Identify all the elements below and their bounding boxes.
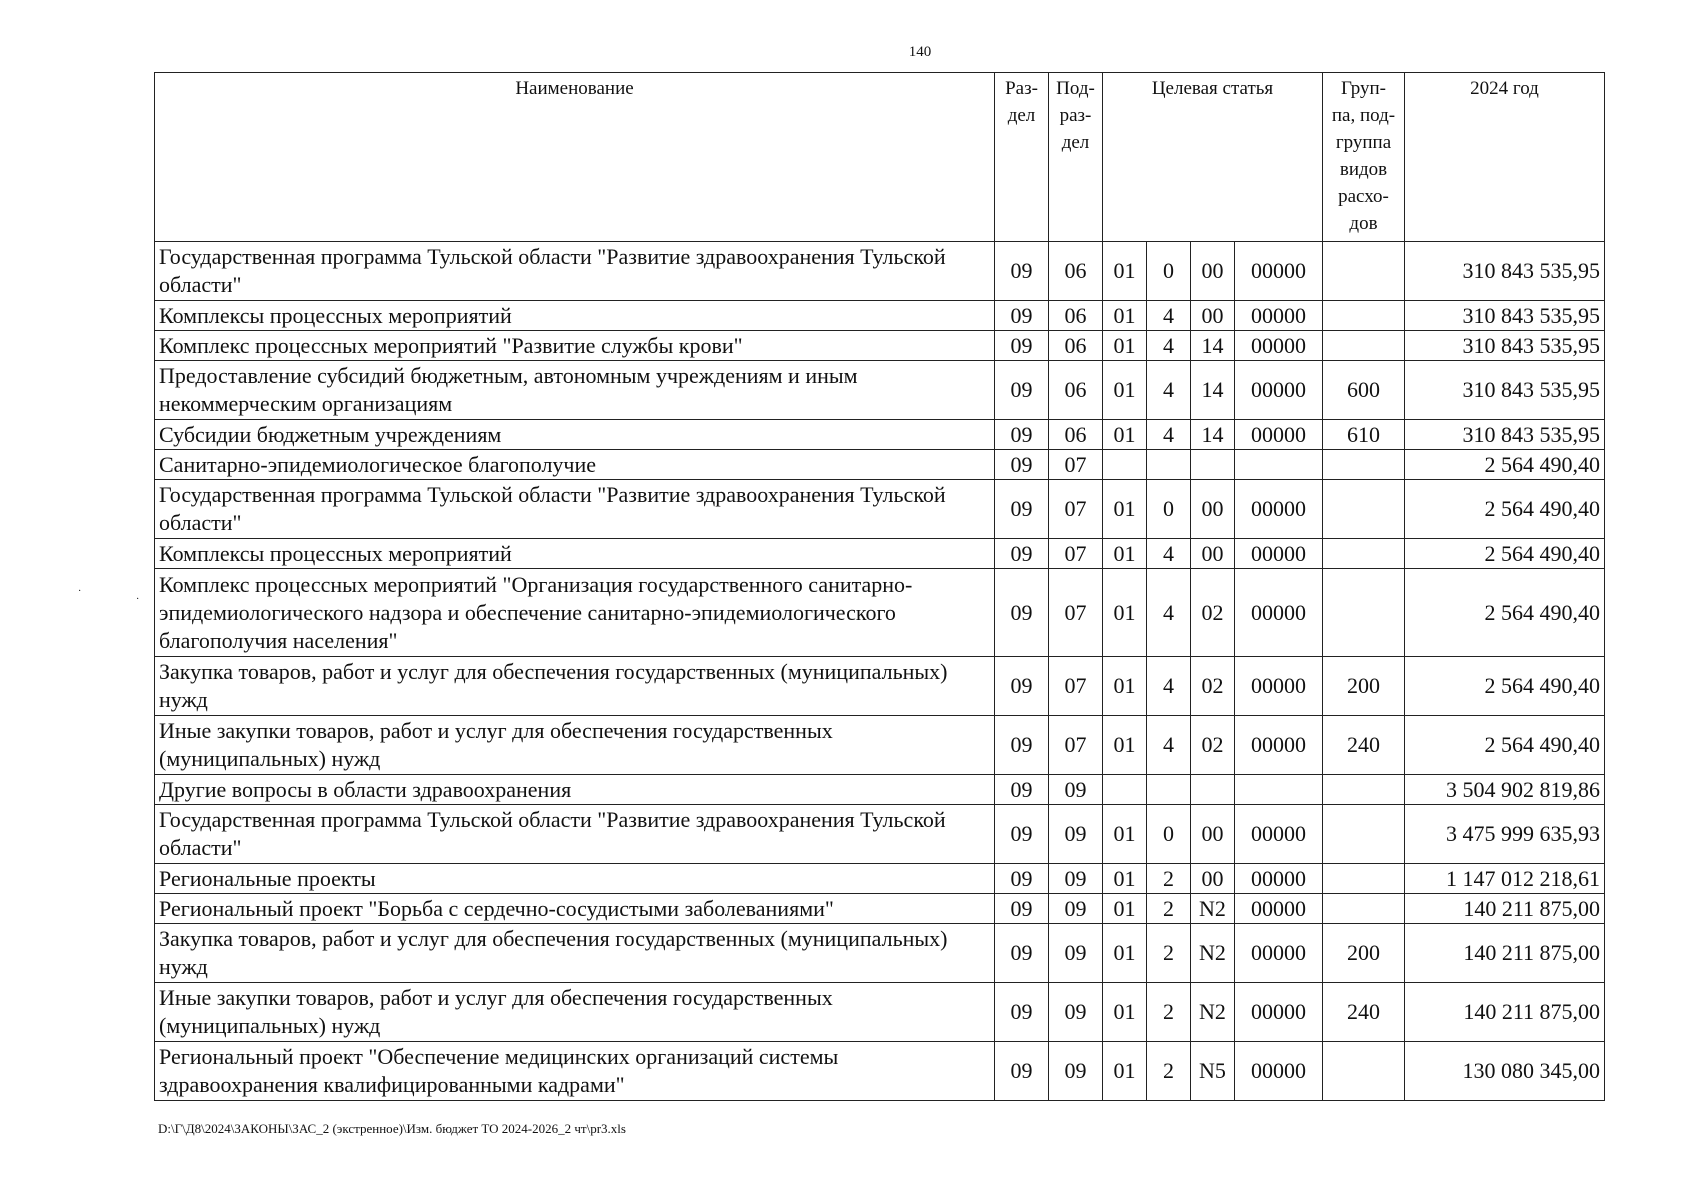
row-target-direction (1235, 450, 1323, 480)
table-row (155, 331, 1605, 361)
row-target-direction: 00000 (1235, 361, 1323, 420)
row-name: Региональный проект "Обеспечение медицинских организаций системы здравоохранения квалифицированными кадрами" (155, 1042, 995, 1101)
row-target-event: N2 (1191, 894, 1235, 924)
table-row (155, 1042, 1605, 1101)
table-row (155, 480, 1605, 539)
row-target-event: 00 (1191, 242, 1235, 301)
row-name: Другие вопросы в области здравоохранения (155, 775, 995, 805)
row-name: Государственная программа Тульской области "Развитие здравоохранения Тульской области" (155, 480, 995, 539)
row-target-event: 14 (1191, 331, 1235, 361)
table-row (155, 864, 1605, 894)
row-podrazdel: 06 (1049, 301, 1103, 331)
row-amount: 3 475 999 635,93 (1405, 805, 1605, 864)
row-amount: 2 564 490,40 (1405, 480, 1605, 539)
row-name: Закупка товаров, работ и услуг для обеспечения государственных (муниципальных) нужд (155, 657, 995, 716)
row-amount: 2 564 490,40 (1405, 539, 1605, 569)
row-podrazdel: 07 (1049, 716, 1103, 775)
row-target-direction: 00000 (1235, 1042, 1323, 1101)
row-razdel: 09 (995, 657, 1049, 716)
table-row (155, 450, 1605, 480)
row-name: Иные закупки товаров, работ и услуг для обеспечения государственных (муниципальных) нужд (155, 983, 995, 1042)
row-name: Комплексы процессных мероприятий (155, 301, 995, 331)
row-expense-type: 610 (1323, 420, 1405, 450)
row-podrazdel: 09 (1049, 924, 1103, 983)
header-row (155, 73, 1605, 242)
row-target-subprogram: 2 (1147, 983, 1191, 1042)
row-name: Предоставление субсидий бюджетным, автономным учреждениям и иным некоммерческим организациям (155, 361, 995, 420)
row-target-subprogram: 2 (1147, 924, 1191, 983)
row-target-event: 00 (1191, 864, 1235, 894)
row-expense-type (1323, 480, 1405, 539)
row-name: Комплекс процессных мероприятий "Организация государственного санитарно-эпидемиологического надзора и обеспечение санитарно-эпидемиологического благополучия населения" (155, 569, 995, 657)
row-target-program (1103, 775, 1147, 805)
row-target-subprogram: 4 (1147, 657, 1191, 716)
header-name: Наименование (155, 73, 995, 242)
row-amount: 3 504 902 819,86 (1405, 775, 1605, 805)
header-podrazdel: Под- раз- дел (1049, 73, 1103, 242)
row-razdel: 09 (995, 539, 1049, 569)
row-target-direction: 00000 (1235, 864, 1323, 894)
row-razdel: 09 (995, 805, 1049, 864)
row-expense-type (1323, 450, 1405, 480)
row-amount: 2 564 490,40 (1405, 569, 1605, 657)
row-expense-type: 600 (1323, 361, 1405, 420)
row-target-program: 01 (1103, 1042, 1147, 1101)
row-amount: 130 080 345,00 (1405, 1042, 1605, 1101)
row-target-program (1103, 450, 1147, 480)
row-name: Санитарно-эпидемиологическое благополучие (155, 450, 995, 480)
row-razdel: 09 (995, 864, 1049, 894)
row-razdel: 09 (995, 301, 1049, 331)
row-target-program: 01 (1103, 242, 1147, 301)
row-target-event: 00 (1191, 805, 1235, 864)
row-target-direction (1235, 775, 1323, 805)
row-target-event: 14 (1191, 361, 1235, 420)
row-expense-type: 240 (1323, 983, 1405, 1042)
row-target-program: 01 (1103, 420, 1147, 450)
table-row (155, 983, 1605, 1042)
row-razdel: 09 (995, 420, 1049, 450)
row-podrazdel: 09 (1049, 775, 1103, 805)
row-target-subprogram (1147, 450, 1191, 480)
row-target-subprogram: 4 (1147, 569, 1191, 657)
row-razdel: 09 (995, 983, 1049, 1042)
budget-table (154, 72, 1605, 1101)
row-expense-type (1323, 805, 1405, 864)
row-target-direction: 00000 (1235, 924, 1323, 983)
table-row (155, 657, 1605, 716)
row-target-subprogram: 4 (1147, 420, 1191, 450)
row-expense-type: 200 (1323, 924, 1405, 983)
row-expense-type (1323, 1042, 1405, 1101)
row-amount: 1 147 012 218,61 (1405, 864, 1605, 894)
table-row (155, 539, 1605, 569)
row-target-direction: 00000 (1235, 331, 1323, 361)
row-podrazdel: 09 (1049, 805, 1103, 864)
row-target-subprogram: 0 (1147, 480, 1191, 539)
row-target-direction: 00000 (1235, 480, 1323, 539)
row-razdel: 09 (995, 361, 1049, 420)
row-razdel: 09 (995, 569, 1049, 657)
row-podrazdel: 07 (1049, 480, 1103, 539)
row-target-event: 02 (1191, 716, 1235, 775)
row-podrazdel: 07 (1049, 657, 1103, 716)
row-name: Региональный проект "Борьба с сердечно-сосудистыми заболеваниями" (155, 894, 995, 924)
row-target-direction: 00000 (1235, 657, 1323, 716)
row-amount: 2 564 490,40 (1405, 450, 1605, 480)
header-razdel: Раз- дел (995, 73, 1049, 242)
row-target-program: 01 (1103, 716, 1147, 775)
row-amount: 2 564 490,40 (1405, 716, 1605, 775)
row-podrazdel: 06 (1049, 361, 1103, 420)
row-razdel: 09 (995, 894, 1049, 924)
row-target-subprogram: 4 (1147, 716, 1191, 775)
row-expense-type (1323, 331, 1405, 361)
row-amount: 310 843 535,95 (1405, 301, 1605, 331)
row-amount: 140 211 875,00 (1405, 924, 1605, 983)
row-expense-type (1323, 864, 1405, 894)
row-expense-type (1323, 539, 1405, 569)
row-target-direction: 00000 (1235, 805, 1323, 864)
row-target-subprogram: 2 (1147, 894, 1191, 924)
row-target-program: 01 (1103, 657, 1147, 716)
row-target-direction: 00000 (1235, 539, 1323, 569)
row-name: Государственная программа Тульской области "Развитие здравоохранения Тульской области" (155, 242, 995, 301)
row-target-direction: 00000 (1235, 569, 1323, 657)
row-target-event: N5 (1191, 1042, 1235, 1101)
row-target-subprogram: 4 (1147, 361, 1191, 420)
row-podrazdel: 07 (1049, 450, 1103, 480)
row-target-event (1191, 775, 1235, 805)
row-podrazdel: 06 (1049, 331, 1103, 361)
row-razdel: 09 (995, 450, 1049, 480)
row-podrazdel: 09 (1049, 864, 1103, 894)
row-target-direction: 00000 (1235, 420, 1323, 450)
row-target-subprogram: 0 (1147, 805, 1191, 864)
header-target-article: Целевая статья (1103, 73, 1323, 242)
row-podrazdel: 07 (1049, 569, 1103, 657)
row-expense-type (1323, 242, 1405, 301)
table-row (155, 716, 1605, 775)
row-target-direction: 00000 (1235, 301, 1323, 331)
row-target-program: 01 (1103, 894, 1147, 924)
row-target-program: 01 (1103, 983, 1147, 1042)
row-podrazdel: 07 (1049, 539, 1103, 569)
row-razdel: 09 (995, 331, 1049, 361)
row-name: Закупка товаров, работ и услуг для обеспечения государственных (муниципальных) нужд (155, 924, 995, 983)
row-podrazdel: 09 (1049, 894, 1103, 924)
row-razdel: 09 (995, 242, 1049, 301)
table-row (155, 420, 1605, 450)
row-name: Региональные проекты (155, 864, 995, 894)
row-target-event: 00 (1191, 480, 1235, 539)
row-target-subprogram: 4 (1147, 539, 1191, 569)
row-target-program: 01 (1103, 301, 1147, 331)
row-target-direction: 00000 (1235, 716, 1323, 775)
row-target-event: 02 (1191, 569, 1235, 657)
row-podrazdel: 06 (1049, 242, 1103, 301)
table-row (155, 569, 1605, 657)
row-name: Комплексы процессных мероприятий (155, 539, 995, 569)
scan-dot: · (78, 586, 82, 597)
table-row (155, 924, 1605, 983)
row-amount: 310 843 535,95 (1405, 331, 1605, 361)
row-amount: 310 843 535,95 (1405, 361, 1605, 420)
table-row (155, 894, 1605, 924)
page-number: 140 (908, 44, 932, 60)
row-target-subprogram: 0 (1147, 242, 1191, 301)
row-expense-type: 200 (1323, 657, 1405, 716)
row-razdel: 09 (995, 775, 1049, 805)
row-target-subprogram: 4 (1147, 331, 1191, 361)
table-row (155, 242, 1605, 301)
row-target-subprogram: 4 (1147, 301, 1191, 331)
row-expense-type (1323, 301, 1405, 331)
scan-dot: · (136, 594, 140, 605)
row-target-program: 01 (1103, 569, 1147, 657)
row-target-subprogram: 2 (1147, 864, 1191, 894)
row-razdel: 09 (995, 480, 1049, 539)
row-target-direction: 00000 (1235, 242, 1323, 301)
table-row (155, 805, 1605, 864)
header-expense-group: Груп- па, под- группа видов расхо- дов (1323, 73, 1405, 242)
row-amount: 140 211 875,00 (1405, 983, 1605, 1042)
row-target-direction: 00000 (1235, 894, 1323, 924)
row-razdel: 09 (995, 716, 1049, 775)
row-target-program: 01 (1103, 331, 1147, 361)
row-expense-type: 240 (1323, 716, 1405, 775)
row-target-event: 14 (1191, 420, 1235, 450)
row-target-program: 01 (1103, 539, 1147, 569)
row-podrazdel: 06 (1049, 420, 1103, 450)
row-target-program: 01 (1103, 924, 1147, 983)
table-row (155, 301, 1605, 331)
row-expense-type (1323, 569, 1405, 657)
row-target-event: 00 (1191, 539, 1235, 569)
row-target-event: 02 (1191, 657, 1235, 716)
table-row (155, 775, 1605, 805)
row-target-event: 00 (1191, 301, 1235, 331)
row-target-event (1191, 450, 1235, 480)
file-path: D:\Г\Д8\2024\ЗАКОНЫ\ЗАС_2 (экстренное)\Изм. бюджет ТО 2024-2026_2 чт\pr3.xls (158, 1121, 626, 1136)
header-year: 2024 год (1405, 73, 1605, 242)
row-podrazdel: 09 (1049, 983, 1103, 1042)
row-name: Комплекс процессных мероприятий "Развитие службы крови" (155, 331, 995, 361)
row-podrazdel: 09 (1049, 1042, 1103, 1101)
row-name: Государственная программа Тульской области "Развитие здравоохранения Тульской области" (155, 805, 995, 864)
row-target-event: N2 (1191, 924, 1235, 983)
table-row (155, 361, 1605, 420)
row-target-direction: 00000 (1235, 983, 1323, 1042)
row-razdel: 09 (995, 1042, 1049, 1101)
row-amount: 310 843 535,95 (1405, 420, 1605, 450)
row-target-program: 01 (1103, 864, 1147, 894)
row-expense-type (1323, 775, 1405, 805)
row-target-subprogram: 2 (1147, 1042, 1191, 1101)
row-amount: 310 843 535,95 (1405, 242, 1605, 301)
row-razdel: 09 (995, 924, 1049, 983)
row-target-program: 01 (1103, 805, 1147, 864)
row-target-program: 01 (1103, 361, 1147, 420)
row-name: Иные закупки товаров, работ и услуг для обеспечения государственных (муниципальных) нужд (155, 716, 995, 775)
row-amount: 140 211 875,00 (1405, 894, 1605, 924)
row-target-program: 01 (1103, 480, 1147, 539)
row-name: Субсидии бюджетным учреждениям (155, 420, 995, 450)
row-target-subprogram (1147, 775, 1191, 805)
row-expense-type (1323, 894, 1405, 924)
row-amount: 2 564 490,40 (1405, 657, 1605, 716)
row-target-event: N2 (1191, 983, 1235, 1042)
